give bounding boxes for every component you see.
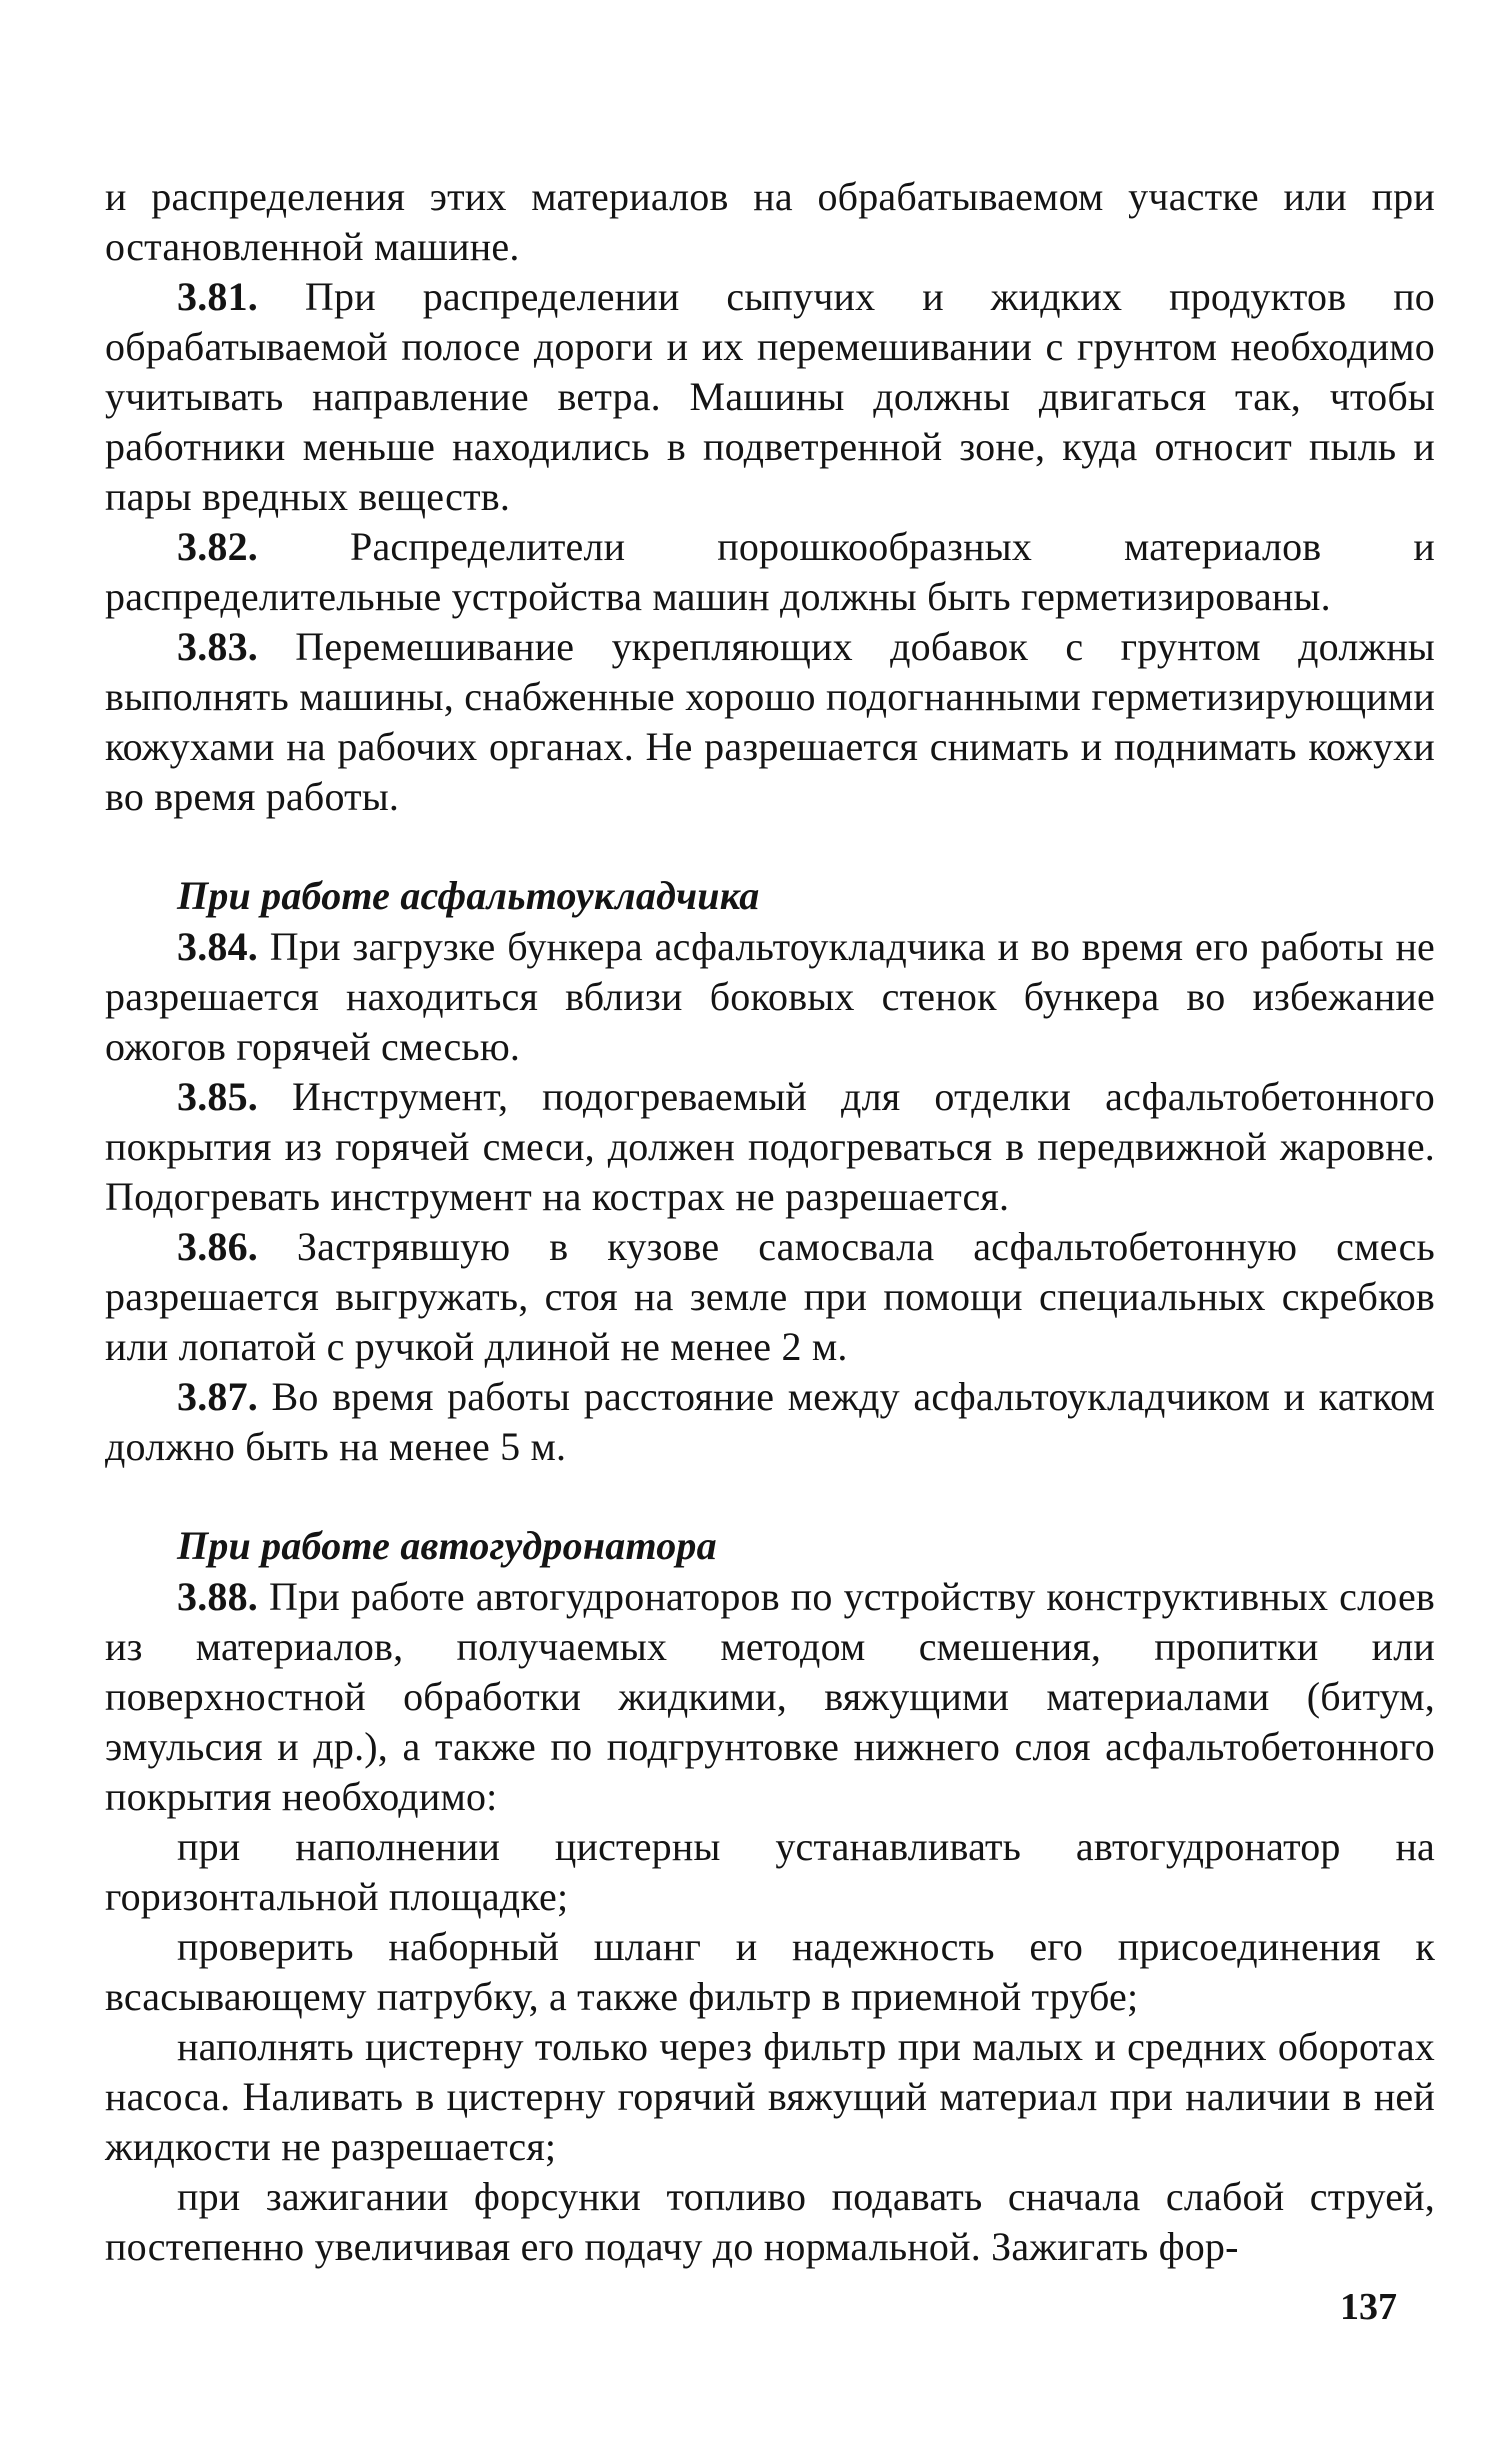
list-item: при наполнении цистерны устанавливать автогудронатор на горизонтальной площадке; xyxy=(105,1824,1435,1919)
paragraph-3-86 xyxy=(105,1222,1435,1372)
item-text: Перемешивание укрепляющих добавок с грунтом должны выполнять машины, снабженные хорошо подогнанными герметизирующими кожухами на рабочих органах. Не разрешается снимать и поднимать кожухи во время работы. xyxy=(105,624,1435,819)
item-number: 3.88. xyxy=(177,1574,258,1619)
item-text: При загрузке бункера асфальтоукладчика и во время его работы не разрешается находиться вблизи боковых стенок бункера во избежание ожогов горячей смесью. xyxy=(105,924,1435,1069)
body-text xyxy=(105,172,1435,2272)
item-number: 3.87. xyxy=(177,1374,258,1419)
item-number: 3.83. xyxy=(177,624,258,669)
intro-paragraph: и распределения этих материалов на обрабатываемом участке или при остановленной машине. xyxy=(105,174,1435,269)
paragraph-3-85 xyxy=(105,1072,1435,1222)
item-text: Застрявшую в кузове самосвала асфальтобетонную смесь разрешается выгружать, стоя на земле при помощи специальных скребков или лопатой с ручкой длиной не менее 2 м. xyxy=(105,1224,1435,1369)
item-number: 3.85. xyxy=(177,1074,258,1119)
item-number: 3.81. xyxy=(177,274,258,319)
item-text: Во время работы расстояние между асфальтоукладчиком и катком должно быть на менее 5 м. xyxy=(105,1374,1435,1469)
list-item: проверить наборный шланг и надежность его присоединения к всасывающему патрубку, а также фильтр в приемной трубе; xyxy=(105,1924,1435,2019)
list-item: при зажигании форсунки топливо подавать сначала слабой струей, постепенно увеличивая его подачу до нормальной. Зажигать фор- xyxy=(105,2174,1435,2269)
list-item: наполнять цистерну только через фильтр при малых и средних оборотах насоса. Наливать в цистерну горячий вяжущий материал при наличии в ней жидкости не разрешается; xyxy=(105,2024,1435,2169)
item-number: 3.86. xyxy=(177,1224,258,1269)
paragraph-3-83 xyxy=(105,622,1435,822)
paragraph-3-82 xyxy=(105,522,1435,622)
item-text: Распределители порошкообразных материалов и распределительные устройства машин должны быть герметизированы. xyxy=(105,524,1435,619)
paragraph-3-87 xyxy=(105,1372,1435,1472)
section-heading-distributor: При работе автогудронатора xyxy=(177,1523,717,1568)
item-text: Инструмент, подогреваемый для отделки асфальтобетонного покрытия из горячей смеси, должен подогреваться в передвижной жаровне. Подогревать инструмент на кострах не разрешается. xyxy=(105,1074,1435,1219)
item-text: При распределении сыпучих и жидких продуктов по обрабатываемой полосе дороги и их перемешивании с грунтом необходимо учитывать направление ветра. Машины должны двигаться так, чтобы работники меньше находились в подветренной зоне, куда относит пыль и пары вредных веществ. xyxy=(105,274,1435,519)
item-text: При работе автогудронаторов по устройству конструктивных слоев из материалов, получаемых методом смешения, пропитки или поверхностной обработки жидкими, вяжущими материалами (битум, эмульсия и др.), а также по подгрунтовке нижнего слоя асфальтобетонного покрытия необходимо: xyxy=(105,1574,1435,1819)
item-number: 3.84. xyxy=(177,924,258,969)
page-number: 137 xyxy=(1340,2286,1397,2328)
paragraph-3-88 xyxy=(105,1572,1435,1822)
paragraph-3-81 xyxy=(105,272,1435,522)
item-number: 3.82. xyxy=(177,524,258,569)
section-heading-paver: При работе асфальтоукладчика xyxy=(177,873,760,918)
paragraph-3-84 xyxy=(105,922,1435,1072)
